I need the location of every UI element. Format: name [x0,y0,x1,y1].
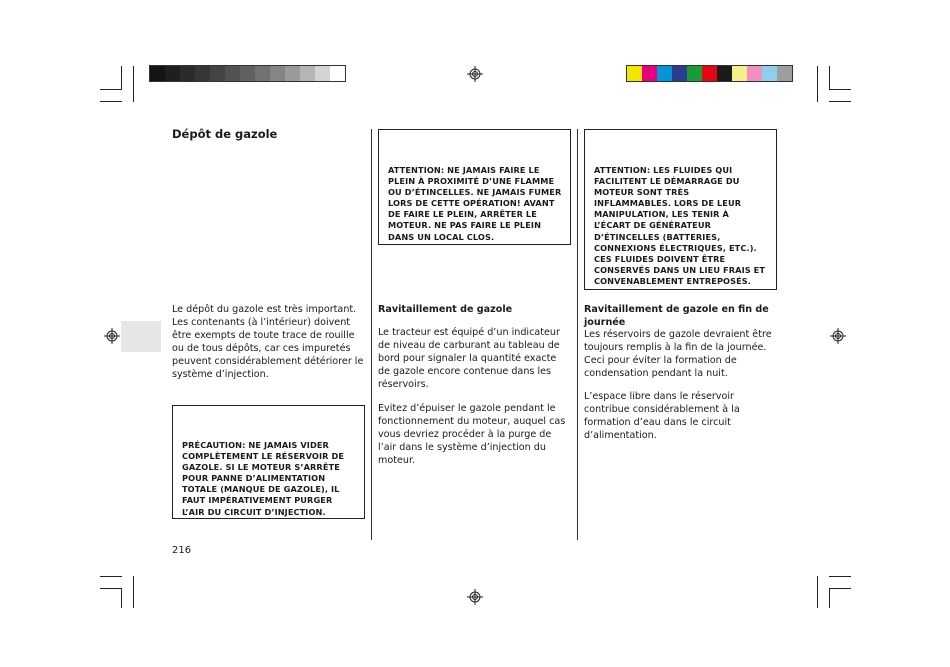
crop-mark [133,66,134,102]
grey-swatch [270,66,285,81]
grey-swatch [300,66,315,81]
registration-mark-icon [830,328,846,344]
grey-calibration-bar [149,65,346,82]
grey-swatch [210,66,225,81]
crop-mark [121,588,122,608]
attention-text-fluids: ATTENTION: LES FLUIDES QUI FACILITENT LE DÉMARRAGE DU MOTEUR SONT TRÈS INFLAMMABLES. LORS DE LEUR MANIPULATION, LES TENIR À L’ÉCART DE GÉNÉRATEUR D’ÉTINCELLES (BATTERIES, CONNEXIONS ÉLECTRIQUES, ETC.). CES FLUIDES DOIVENT ÊTRE CONSERVÉS DANS UN LIEU FRAIS ET CONVENABLEMENT ENTREPOSÉS. [594,165,766,286]
grey-swatch [195,66,210,81]
section-heading-refuel: Ravitaillement de gazole [378,304,513,315]
crop-mark [100,576,122,577]
crop-mark [829,588,851,589]
crop-mark [829,588,830,608]
color-swatch [687,66,702,81]
grey-swatch [285,66,300,81]
grey-swatch [225,66,240,81]
end-of-day-paragraph-1: Les réservoirs de gazole devraient être toujours remplis à la fin de la journée. Ceci pour éviter la formation de condensation pendant la nuit. [584,329,772,379]
chapter-tab-marker [121,321,161,352]
color-swatch [702,66,717,81]
column-divider [577,129,578,540]
color-swatch [657,66,672,81]
color-swatch [672,66,687,81]
section-heading-end-of-day: Ravitaillement de gazole en fin de journée [584,304,769,328]
grey-swatch [255,66,270,81]
crop-mark [829,89,851,90]
color-calibration-bar [626,65,793,82]
intro-paragraph: Le dépôt du gazole est très important. Les contenants (à l’intérieur) doivent être exempts de toute trace de rouille ou de tous dépôts, car ces impuretés peuvent considérablement détériorer le système d’injection. [172,304,364,380]
refuel-paragraph-1: Le tracteur est équipé d’un indicateur de niveau de carburant au tableau de bord pour signaler la quantité exacte de gazole encore contenue dans les réservoirs. [378,327,560,390]
attention-text-refuel: ATTENTION: NE JAMAIS FAIRE LE PLEIN À PROXIMITÉ D’UNE FLAMME OU D’ÉTINCELLES. NE JAMAIS FUMER LORS DE CETTE OPÉRATION! AVANT DE FAIRE LE PLEIN, ARRÊTER LE MOTEUR. NE PAS FAIRE LE PLEIN DANS UN LOCAL CLOS. [388,165,562,242]
crop-mark [100,101,122,102]
column-divider [371,129,372,540]
crop-mark [121,66,122,90]
registration-mark-icon [467,66,483,82]
grey-swatch [150,66,165,81]
precaution-text: PRÉCAUTION: NE JAMAIS VIDER COMPLÈTEMENT LE RÉSERVOIR DE GAZOLE. SI LE MOTEUR S’ARRÊTE POUR PANNE D’ALIMENTATION TOTALE (MANQUE DE GAZOLE), IL FAUT IMPÉRATIVEMENT PURGER L’AIR DU CIRCUIT D’INJECTION. [182,440,345,517]
color-swatch [642,66,657,81]
end-of-day-paragraph-2: L’espace libre dans le réservoir contribue considérablement à la formation d’eau dans le circuit d’alimentation. [584,391,740,441]
attention-box-refuel [378,129,571,245]
crop-mark [829,66,830,90]
grey-swatch [240,66,255,81]
color-swatch [747,66,762,81]
page-title: Dépôt de gazole [172,127,278,141]
color-swatch [627,66,642,81]
crop-mark [829,576,851,577]
grey-swatch [315,66,330,81]
attention-box-fluids [584,129,777,290]
crop-mark [829,101,851,102]
crop-mark [100,588,122,589]
color-swatch [717,66,732,81]
crop-mark [133,576,134,608]
page-number: 216 [172,545,192,556]
precaution-box [172,405,365,519]
grey-swatch [180,66,195,81]
crop-mark [817,66,818,102]
grey-swatch [165,66,180,81]
grey-swatch [330,66,345,81]
registration-mark-icon [467,589,483,605]
color-swatch [732,66,747,81]
crop-mark [100,89,122,90]
crop-mark [817,576,818,608]
registration-mark-icon [104,328,120,344]
refuel-paragraph-2: Evitez d’épuiser le gazole pendant le fonctionnement du moteur, auquel cas vous devriez procéder à la purge de l’air dans le système d’injection du moteur. [378,403,566,466]
color-swatch [762,66,777,81]
color-swatch [777,66,792,81]
